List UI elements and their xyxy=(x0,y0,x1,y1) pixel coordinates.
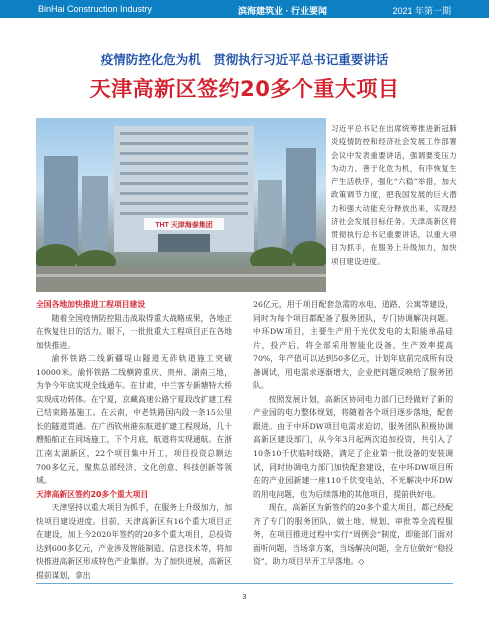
page-number: 3 xyxy=(242,594,247,601)
photo-illustration xyxy=(36,118,326,292)
header-issue: 2021 年第一期 xyxy=(392,6,451,16)
building-sign: THT 天津海泰集团 xyxy=(155,222,213,229)
body-paragraph: 随着全国疫情防控阻击战取得重大战略成果，各地正在恢复往日的活力。眼下，一批批重大工程项目正在各地加快推进。 xyxy=(36,313,232,350)
body-paragraph: 天津坚持以重大项目为抓手，在服务上升级加力，加快项目建设进度。目前，天津高新区有16个重大项目正在建设，加上今2020年签约的20多个重大项目，总投资达到600多亿元，产业涉及智能制造、信息技术等，将加快推进高新区形成特色产业集群。为了加快进展，高新区提前谋划，拿出 xyxy=(36,503,232,580)
body-paragraph: 渝怀铁路二线新疆堤山隧道无砟轨道施工突破10000米。渝怀铁路二线横跨重庆、贵州、湖南三地，为争今年底实现全线通车。在甘肃，中兰客专新塘特大桥实现成功转体。在宁夏，京藏高速公路宁夏段改扩建工程已结束路基施工。在云南，中老铁路国内段一条15公里长的隧道贯通。在广西钦州港东航道扩建工程现场，几十艘船舶正在同场施工，下个月底，航道将实现通航。在浙江南太湖新区，22个项目集中开工，项目投资总额达700多亿元，聚焦总部经济、文化创意、科技创新等领域。 xyxy=(36,354,232,486)
body-paragraph: 现在，高新区为新签约的20多个重大项目，都已经配齐了专门的服务团队，做土地、规划、审批等全流程服务，在项目推进过程中实行“周例会”制度，即能部门面对面听问题，当场拿方案，当场解决问题，全方位做好“稳投资”，助力项目早开工早落地。◇ xyxy=(253,503,453,567)
article-title: 天津高新区签约20多个重大项目 xyxy=(89,77,400,101)
page-header xyxy=(0,0,489,18)
footer-rule xyxy=(36,583,453,584)
section-heading: 全国各地加快推进工程项目建设 xyxy=(36,300,146,309)
article-subtitle: 疫情防控化危为机 贯彻执行习近平总书记重要讲话 xyxy=(100,52,389,67)
header-publication-name: BinHai Construction Industry xyxy=(38,4,153,14)
body-paragraph-continued: 26亿元，用于项目配套急需的水电、道路、公寓等建设，同时为每个项目都配备了服务团队，专门协调解决问题。中环DW项目，主要生产用于光伏发电的太阳能单晶硅片，投产后，将全部采用智能化设备，生产效率提高70%，年产值可以达到50多亿元，计划年底前完成所有设备调试，用电需求逐渐增大，企业把问题反映给了服务团队。 xyxy=(253,300,453,391)
article-column-right xyxy=(253,298,453,569)
body-paragraph: 按照发展计划，高新区协同电力部门已经做好了新的产业园的电力整体规划，将随着各个项目逐步落地，配套跟进。由于中环DW项目电需求迫切，服务团队积极协调高新区建设部门，从今年3月起两次追加投资，共引入了10条10千伏临时线路，满足了企业第一批设备的安装调试，同时协调电力部门加快配套建设，在中环DW项目所在的产业园新建一座110千伏变电站，不光解决中环DW的用电问题，也为后续落地的其他项目，提前供好电。 xyxy=(253,394,453,499)
header-section-title: 滨海建筑业 · 行业要闻 xyxy=(238,6,327,16)
article-photo xyxy=(36,118,326,292)
article-intro: 习近平总书记在出席统筹推进新冠肺炎疫情防控和经济社会发展工作部署会议中发表重要讲话，强调要变压力为动力、善于化危为机，有序恢复生产生活秩序，强化“六稳”举措，加大政策调节力度，把我国发展的巨大潜力和强大动能充分释放出来，实现经济社会发展目标任务。天津高新区将贯彻执行总书记重要讲话，以重大项目为抓手，在服务上升级加力，加快项目建设进度。 xyxy=(331,124,457,266)
article-column-left xyxy=(36,298,232,582)
section-heading: 天津高新区签约20多个重大项目 xyxy=(36,489,149,499)
